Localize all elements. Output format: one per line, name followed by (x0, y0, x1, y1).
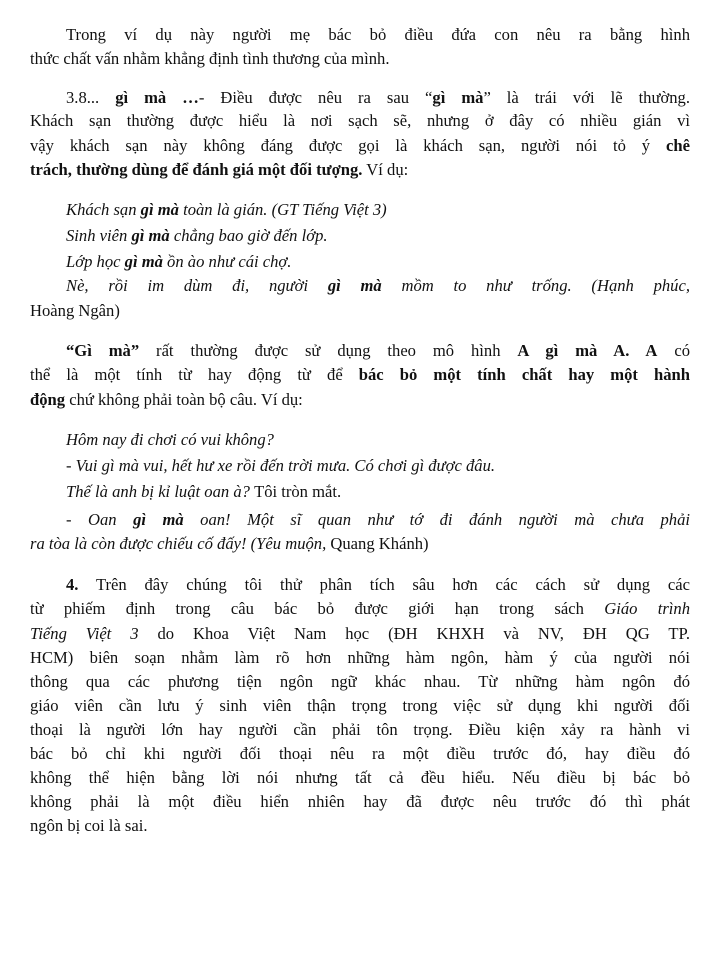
text-run: Trên đây chúng tôi thử phân tích sâu hơn các cách sử dụng các (78, 575, 690, 594)
text-run: giáo viên cần lưu ý sinh viên thận trọng trong việc sử dụng khi người đối (30, 696, 690, 715)
text-line (30, 623, 690, 645)
text-line (66, 481, 341, 503)
text-run: - Vui gì mà vui, hết hư xe rồi đến trời mưa. Có chơi gì được đâu. (66, 456, 496, 475)
text-run: Thế là anh bị kỉ luật oan à? (66, 482, 255, 501)
text-run: thoại là người lớn hay người cần phải tôn trọng. Điều kiện xảy ra hành vi (30, 720, 690, 739)
text-run: thông qua các phương tiện ngôn ngữ khác nhau. Từ những hàm ngôn đó (30, 672, 690, 691)
text-line (66, 429, 274, 451)
text-line (66, 275, 690, 297)
text-run: gì mà (432, 88, 484, 107)
text-run: chẳng bao giờ đến lớp. (169, 226, 328, 245)
text-line (30, 159, 408, 181)
text-run: gì mà (133, 510, 184, 529)
text-run: mồm to như trống. (Hạnh phúc, (381, 276, 690, 295)
text-run: ngôn bị coi là sai. (30, 816, 148, 835)
text-line (30, 719, 690, 741)
text-line (30, 815, 148, 837)
text-line (30, 598, 690, 620)
text-run: bác bỏ chỉ khi người đối thoại nêu ra một điều trước đó, hay điều đó (30, 744, 690, 763)
text-run: Hôm nay đi chơi có vui không? (66, 430, 274, 449)
text-run: Khách sạn thường được hiểu là nơi sạch sẽ, nhưng ở đây có nhiều gián vì (30, 111, 690, 130)
text-line (30, 389, 303, 411)
text-line (30, 135, 690, 157)
text-line (66, 251, 291, 273)
text-run: chê (666, 136, 690, 155)
text-run: trách, thường dùng để đánh giá một đối tượng. (30, 160, 363, 179)
text-run: không phải là một điều hiển nhiên hay đã được nêu trước đó thì phát (30, 792, 690, 811)
text-run: Ví dụ: (362, 160, 409, 179)
text-line (30, 110, 690, 132)
text-line (30, 743, 690, 765)
text-line (30, 300, 120, 322)
text-run: vậy khách sạn này không đáng được gọi là khách sạn, người nói tỏ ý (30, 136, 667, 155)
text-run: rất thường được sử dụng theo mô hình (139, 341, 518, 360)
text-line (30, 364, 690, 386)
text-run: gì mà (124, 252, 163, 271)
text-run: có (657, 341, 690, 360)
text-run: ồn ào như cái chợ. (162, 252, 292, 271)
text-run: thể là một tính từ hay động từ để (30, 365, 359, 384)
text-line (66, 455, 495, 477)
text-line (66, 574, 690, 596)
text-run: 4. (66, 575, 79, 594)
text-line (66, 225, 328, 247)
text-run: A gì mà A. A (517, 341, 658, 360)
text-run: gì mà (140, 200, 179, 219)
text-line (66, 199, 387, 221)
text-run: Lớp học (66, 252, 125, 271)
text-run: Khách sạn (66, 200, 141, 219)
text-run: toàn là gián. (GT Tiếng Việt 3) (178, 200, 387, 219)
text-run: Sinh viên (66, 226, 132, 245)
text-run: thức chất vấn nhằm khẳng định tình thương của mình. (30, 49, 390, 68)
text-run: ra tòa là còn được chiếu cố đấy! (Yêu muộn, (30, 534, 331, 553)
text-run: ” là trái với lẽ thường. (483, 88, 690, 107)
text-run: Trong ví dụ này người mẹ bác bỏ điều đứa con nêu ra bằng hình (66, 25, 690, 44)
text-line (30, 767, 690, 789)
text-line (30, 48, 390, 70)
text-run: gì mà … (99, 88, 199, 107)
text-line (30, 671, 690, 693)
text-run: bác bỏ một tính chất hay một hành (358, 365, 690, 384)
text-run: Quang Khánh) (330, 534, 429, 553)
text-run: gì mà (327, 276, 382, 295)
text-run: - Oan (66, 510, 134, 529)
text-line (30, 695, 690, 717)
text-run: - Điều được nêu ra sau “ (198, 88, 433, 107)
text-run: Nè, rồi im dùm đi, người (66, 276, 328, 295)
text-run: do Khoa Việt Nam học (ĐH KHXH và NV, ĐH QG TP. (138, 624, 690, 643)
text-line (66, 87, 690, 109)
text-run: Hoàng Ngân) (30, 301, 120, 320)
text-line (66, 509, 690, 531)
text-run: động (30, 390, 66, 409)
text-run: 3.8... (66, 88, 100, 107)
text-run: gì mà (131, 226, 170, 245)
text-line (30, 791, 690, 813)
text-run: từ phiếm định trong câu bác bỏ được giới hạn trong sách (30, 599, 605, 618)
text-run: Tiếng Việt 3 (30, 624, 139, 643)
text-line (30, 533, 429, 555)
text-line (66, 340, 690, 362)
text-run: Giáo trình (604, 599, 691, 618)
text-line (30, 647, 690, 669)
text-run: không thể hiện bằng lời nói nhưng tất cả đều hiểu. Nếu điều bị bác bỏ (30, 768, 690, 787)
text-run: chứ không phải toàn bộ câu. Ví dụ: (65, 390, 303, 409)
text-run: HCM) biên soạn nhằm làm rõ hơn những hàm ngôn, hàm ý của người nói (30, 648, 690, 667)
text-line (66, 24, 690, 46)
text-run: oan! Một sĩ quan như tớ đi đánh người mà chưa phải (183, 510, 691, 529)
text-run: “Gì mà” (66, 341, 140, 360)
text-run: Tôi tròn mắt. (254, 482, 342, 501)
